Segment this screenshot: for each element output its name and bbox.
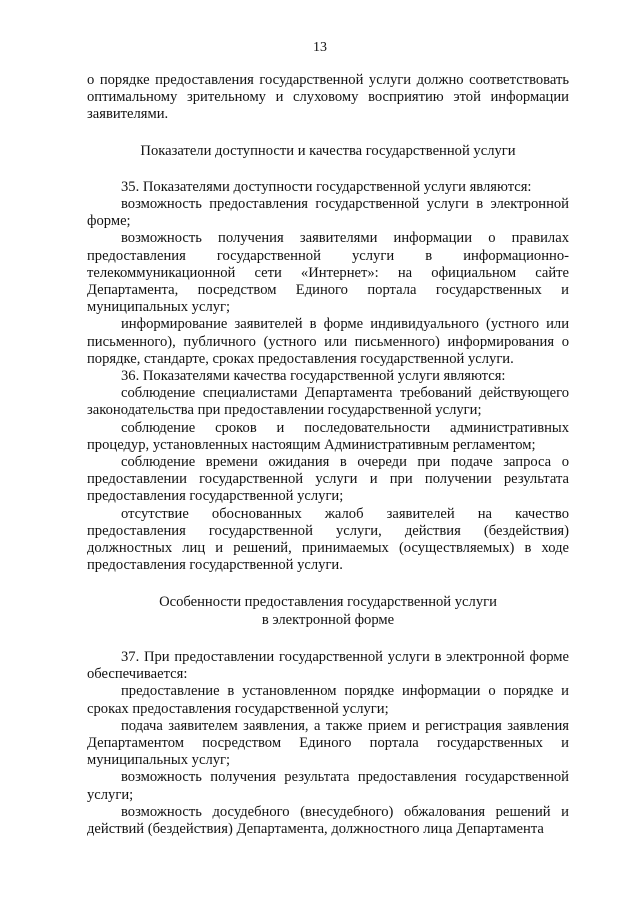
paragraph-continuation: о порядке предоставления государственной услуги должно соответствовать оптимальному зрительному и слуховому восприятию этой информации заявителями. [87,72,569,123]
paragraph-35-item-electronic: возможность предоставления государственной услуги в электронной форме; [87,196,569,230]
document-body [87,72,569,838]
paragraph-36-item-complaints: отсутствие обоснованных жалоб заявителей на качество предоставления государственной услуги, действия (бездействия) должностных лиц и решений, принимаемых (осуществляемых) в ходе предоставления государственной услуги. [87,505,569,574]
paragraph-37: 37. При предоставлении государственной услуги в электронной форме обеспечивается: [87,648,569,683]
paragraph-37-item-result: возможность получения результата предоставления государственной услуги; [87,769,569,803]
spacer [87,629,569,649]
spacer [87,124,569,143]
paragraph-37-item-submission: подача заявителем заявления, а также прием и регистрация заявления Департаментом посредством Единого портала государственных и муниципальных услуг; [87,717,569,769]
paragraph-35-item-informing: информирование заявителей в форме индивидуального (устного или письменного), публичного (устного или письменного) информирования о порядке, стандарте, сроках предоставления государственной услуги. [87,316,569,367]
section-heading-electronic-line1: Особенности предоставления государственной услуги [159,594,497,611]
paragraph-36-item-waiting: соблюдение времени ожидания в очереди при подаче запроса о предоставлении государственной услуги и при получении результата предоставления государственной услуги; [87,454,569,505]
page-number: 13 [313,40,327,55]
paragraph-36: 36. Показателями качества государственной услуги являются: [121,368,506,385]
spacer [87,160,569,179]
paragraph-35: 35. Показателями доступности государственной услуги являются: [121,178,532,195]
spacer [87,574,569,594]
paragraph-36-item-legislation: соблюдение специалистами Департамента требований действующего законодательства при предоставлении государственной услуги; [87,385,569,419]
paragraph-36-item-deadlines: соблюдение сроков и последовательности административных процедур, установленных настоящим Административным регламентом; [87,419,569,453]
paragraph-35-item-internet: возможность получения заявителями информации о правилах предоставления государственной услуги в информационно-телекоммуникационной сети «Интернет»: на официальном сайте Департамента, посредством Единого портала государственных и муниципальных услуг; [87,230,569,316]
paragraph-37-item-information: предоставление в установленном порядке информации о порядке и сроках предоставления государственной услуги; [87,683,569,717]
section-heading-accessibility: Показатели доступности и качества государственной услуги [140,142,516,159]
paragraph-37-item-appeal: возможность досудебного (внесудебного) обжалования решений и действий (бездействия) Департамента, должностного лица Департамента [87,803,569,837]
section-heading-electronic-line2: в электронной форме [261,611,395,628]
